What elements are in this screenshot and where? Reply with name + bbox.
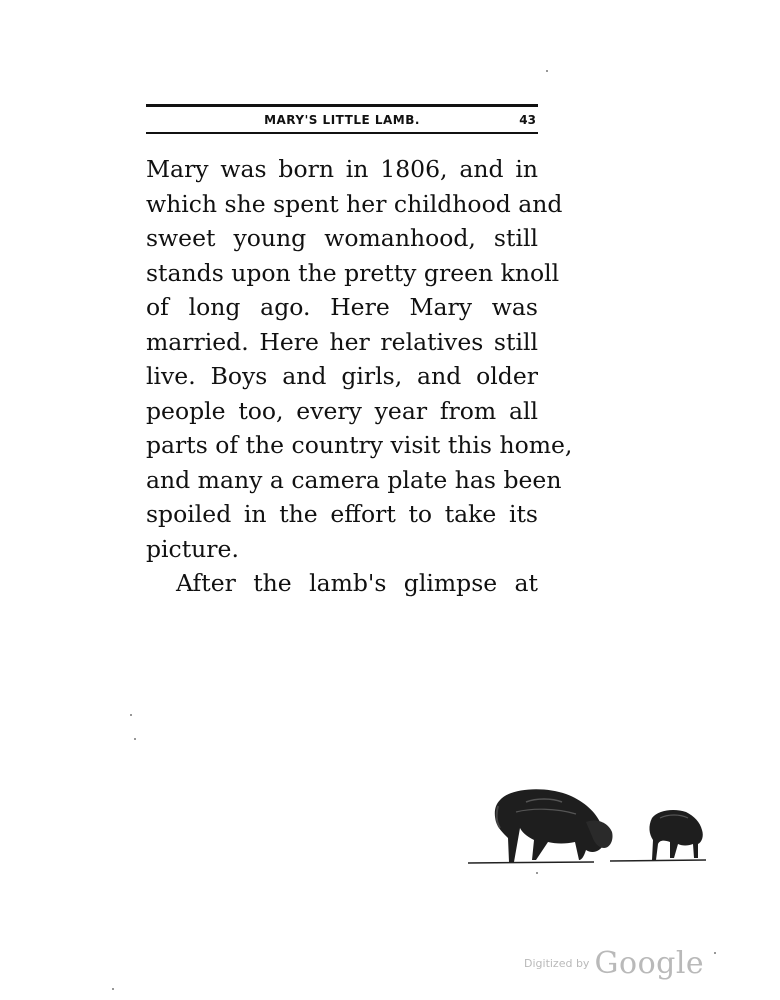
text-line: spoiled in the effort to take its — [146, 500, 538, 528]
text-line: live. Boys and girls, and older — [146, 362, 538, 390]
text-line: Mary was born in 1806, and in — [146, 155, 538, 183]
dust-speck — [134, 738, 136, 740]
dust-speck — [536, 872, 538, 874]
digitized-watermark — [524, 946, 724, 982]
google-wordmark: Google — [594, 946, 705, 981]
header-rule-top — [146, 104, 538, 107]
running-header — [146, 104, 538, 134]
running-title: MARY'S LITTLE LAMB. — [264, 113, 420, 127]
text-line-indented: After the lamb's glimpse at — [176, 569, 538, 597]
text-line: stands upon the pretty green knoll — [146, 258, 560, 287]
dust-speck — [130, 714, 132, 716]
page-number: 43 — [519, 113, 536, 127]
body-text — [146, 152, 573, 601]
dust-speck — [546, 70, 548, 72]
text-line: of long ago. Here Mary was — [146, 293, 538, 321]
text-line: sweet young womanhood, still — [146, 224, 538, 252]
text-line: married. Here her relatives still — [146, 327, 538, 356]
header-rule-bottom — [146, 132, 538, 134]
text-line: which she spent her childhood and — [146, 189, 563, 218]
text-line: picture. — [146, 534, 239, 563]
dust-speck — [714, 952, 716, 954]
sheep-illustration — [466, 782, 710, 874]
sheep-icon — [495, 789, 613, 862]
ground-line — [468, 860, 706, 863]
text-line: parts of the country visit this home, — [146, 431, 573, 459]
text-line: people too, every year from all — [146, 396, 538, 425]
digitized-by-label: Digitized by — [524, 957, 590, 970]
text-line: and many a camera plate has been — [146, 465, 562, 494]
dust-speck — [112, 988, 114, 990]
lamb-icon — [649, 810, 702, 860]
